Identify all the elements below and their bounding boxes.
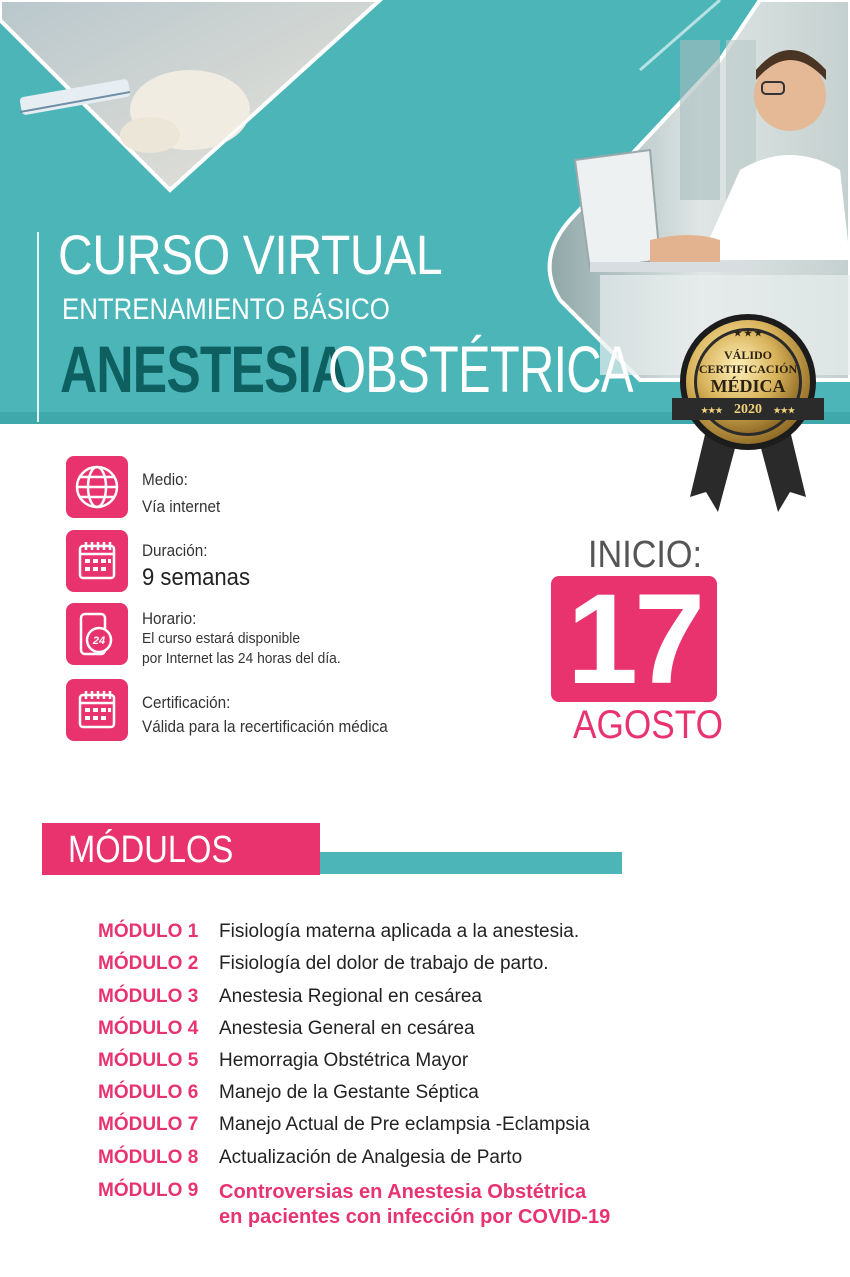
module-title: Anestesia General en cesárea bbox=[219, 1018, 475, 1039]
module-title: Fisiología materna aplicada a la anestesia. bbox=[219, 921, 580, 942]
module-number: MÓDULO 9 bbox=[98, 1180, 199, 1201]
certification-seal bbox=[668, 312, 828, 512]
course-title-bold: ANESTESIA bbox=[60, 332, 348, 406]
certification-value: Válida para la recertificación médica bbox=[142, 717, 388, 736]
phone-24h-badge: 24 bbox=[92, 635, 106, 647]
globe-icon bbox=[66, 456, 128, 518]
phone-24h-icon bbox=[66, 603, 128, 665]
medium-label: Medio: bbox=[142, 470, 188, 489]
module-title: Manejo Actual de Pre eclampsia -Eclampsia bbox=[219, 1114, 590, 1135]
start-month: AGOSTO bbox=[573, 703, 723, 747]
module-number: MÓDULO 2 bbox=[98, 953, 199, 974]
certification-label: Certificación: bbox=[142, 693, 231, 712]
modules-title: MÓDULOS bbox=[68, 829, 234, 871]
seal-year bbox=[668, 402, 828, 418]
module-number: MÓDULO 7 bbox=[98, 1114, 199, 1135]
duration-value: 9 semanas bbox=[142, 564, 251, 591]
seal-stars-right: ★★★ bbox=[773, 406, 796, 415]
module-title-highlighted: Controversias en Anestesia Obstétrica en pacientes con infección por COVID-19 bbox=[219, 1181, 611, 1228]
duration-label: Duración: bbox=[142, 541, 208, 560]
seal-stars-top: ★ ★ ★ bbox=[733, 328, 763, 338]
modules-teal-bar bbox=[268, 852, 622, 874]
start-day: 17 bbox=[566, 568, 702, 711]
module-number: MÓDULO 4 bbox=[98, 1018, 199, 1039]
seal-line1: VÁLIDO bbox=[723, 348, 772, 362]
module-number: MÓDULO 5 bbox=[98, 1050, 199, 1071]
seal-stars-left: ★★★ bbox=[700, 406, 723, 415]
title-divider-line bbox=[37, 232, 39, 422]
schedule-value-line1: El curso estará disponible bbox=[142, 630, 301, 647]
course-title-light: OBSTÉTRICA bbox=[328, 332, 633, 406]
seal-line2: CERTIFICACIÓN bbox=[698, 362, 798, 376]
module-title: Fisiología del dolor de trabajo de parto. bbox=[219, 953, 549, 974]
module-number: MÓDULO 8 bbox=[98, 1147, 199, 1168]
module-title: Manejo de la Gestante Séptica bbox=[219, 1082, 479, 1103]
start-label: INICIO: bbox=[588, 534, 703, 576]
module-title: Hemorragia Obstétrica Mayor bbox=[219, 1050, 469, 1071]
seal-line3: MÉDICA bbox=[710, 376, 786, 396]
schedule-value-line2: por Internet las 24 horas del día. bbox=[142, 650, 341, 667]
course-subtitle: ENTRENAMIENTO BÁSICO bbox=[62, 293, 390, 326]
module-number: MÓDULO 3 bbox=[98, 986, 199, 1007]
module-number: MÓDULO 1 bbox=[98, 921, 199, 942]
medium-value: Vía internet bbox=[142, 497, 221, 516]
course-type-heading: CURSO VIRTUAL bbox=[58, 223, 443, 286]
schedule-label: Horario: bbox=[142, 609, 197, 628]
seal-year-text: 2020 bbox=[734, 402, 762, 417]
calendar-icon bbox=[66, 530, 128, 592]
module-number: MÓDULO 6 bbox=[98, 1082, 199, 1103]
certificate-calendar-icon bbox=[66, 679, 128, 741]
module-title: Actualización de Analgesia de Parto bbox=[219, 1147, 523, 1168]
module-title: Anestesia Regional en cesárea bbox=[219, 986, 483, 1007]
